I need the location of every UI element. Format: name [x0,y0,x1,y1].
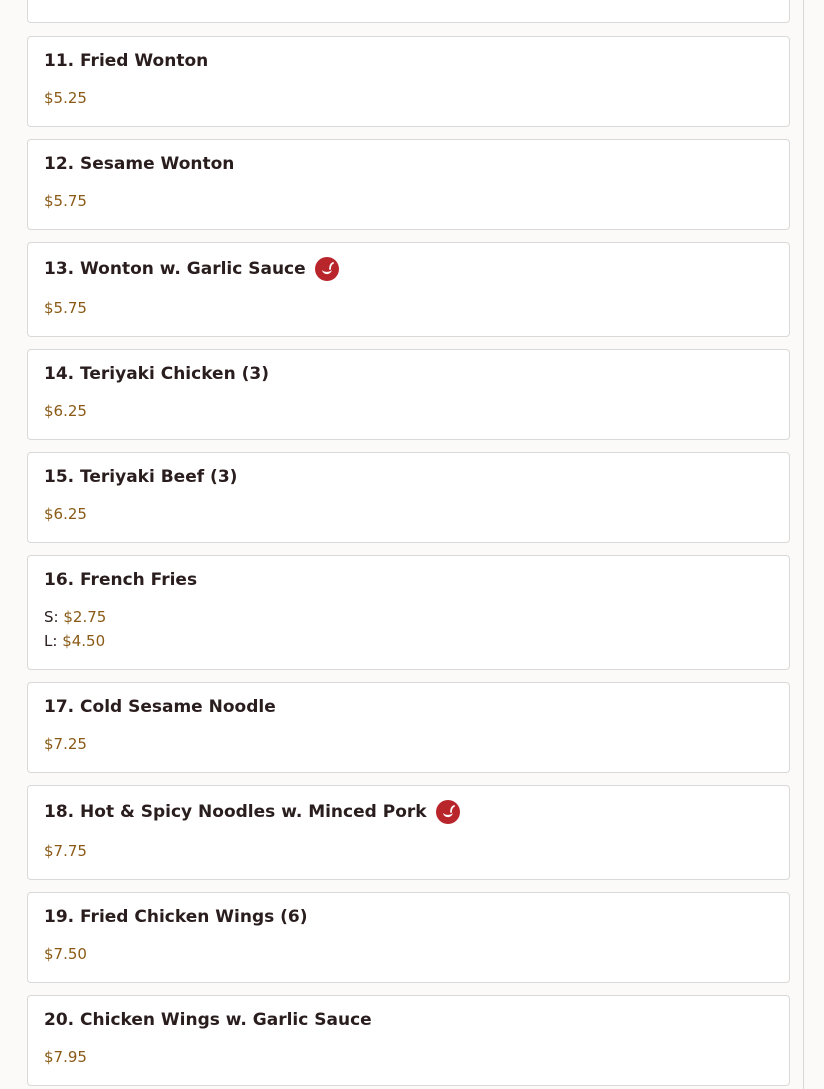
scrollbar-track[interactable] [803,0,804,1089]
menu-item-price: $7.50 [44,945,87,963]
menu-item-card[interactable] [27,452,790,543]
menu-item-price: $5.75 [44,192,87,210]
menu-item-price: $6.25 [44,505,87,523]
menu-item-title: 12. Sesame Wonton [44,154,235,174]
menu-item-title: 15. Teriyaki Beef (3) [44,467,238,487]
menu-item-price-large [44,632,105,650]
menu-item-title-row [44,257,339,281]
menu-item-price-small [44,608,106,626]
menu-item-title: 18. Hot & Spicy Noodles w. Minced Pork [44,802,427,822]
menu-item-price: $7.25 [44,735,87,753]
menu-item-title: 11. Fried Wonton [44,51,209,71]
spicy-pepper-icon [436,800,460,824]
menu-item-title: 17. Cold Sesame Noodle [44,697,276,717]
menu-item-card-partial[interactable] [27,0,790,23]
size-label: S: [44,608,59,626]
menu-item-card[interactable] [27,139,790,230]
spicy-pepper-icon [315,257,339,281]
menu-item-price: $7.75 [44,842,87,860]
menu-item-card[interactable] [27,682,790,773]
size-price: $2.75 [63,608,107,626]
size-price: $4.50 [62,632,106,650]
menu-item-card[interactable] [27,36,790,127]
menu-item-title: 13. Wonton w. Garlic Sauce [44,259,306,279]
menu-item-price: $5.25 [44,89,87,107]
size-label: L: [44,632,58,650]
menu-item-title: 14. Teriyaki Chicken (3) [44,364,269,384]
menu-item-card[interactable] [27,242,790,337]
menu-item-price: $5.75 [44,299,87,317]
menu-item-card[interactable] [27,785,790,880]
menu-item-title: 20. Chicken Wings w. Garlic Sauce [44,1010,372,1030]
menu-item-title: 16. French Fries [44,570,198,590]
menu-item-card[interactable] [27,995,790,1086]
menu-item-card[interactable] [27,555,790,670]
menu-item-card[interactable] [27,892,790,983]
menu-item-price: $6.25 [44,402,87,420]
menu-item-price: $7.95 [44,1048,87,1066]
menu-item-title: 19. Fried Chicken Wings (6) [44,907,308,927]
menu-item-card[interactable] [27,349,790,440]
menu-item-title-row [44,800,460,824]
